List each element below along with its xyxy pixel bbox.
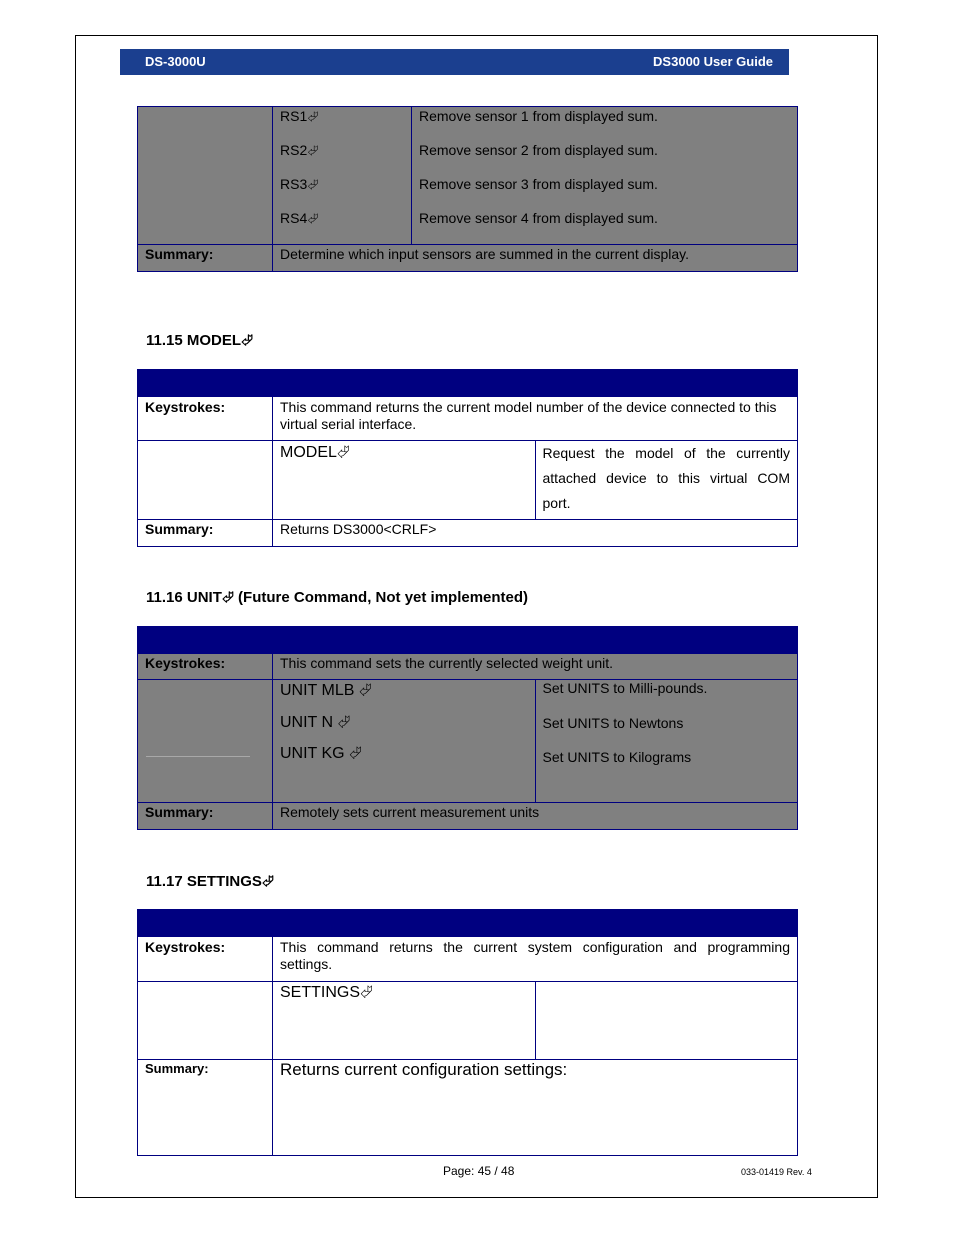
rs-keys: [273, 107, 412, 245]
unit-n-desc: Set UNITS to Newtons: [542, 715, 684, 731]
model-desc: Request the model of the currently attached device to this virtual COM port.: [535, 441, 798, 520]
settings-keystrokes-text: This command returns the current system configuration and programming settings.: [273, 937, 798, 982]
settings-keystrokes-label: Keystrokes:: [138, 937, 273, 982]
unit-descriptions: [535, 680, 798, 803]
rs3-desc: Remove sensor 3 from displayed sum.: [419, 176, 658, 192]
unit-keystrokes-label: Keystrokes:: [138, 654, 273, 680]
settings-key: SETTINGS⮰: [273, 982, 536, 1060]
rs4-desc: Remove sensor 4 from displayed sum.: [419, 210, 658, 226]
divider: [146, 756, 250, 757]
model-keystrokes-text: This command returns the current model number of the device connected to this virtual serial interface.: [273, 397, 798, 441]
unit-kg-key: UNIT KG ⮰: [280, 745, 362, 762]
rs2-desc: Remove sensor 2 from displayed sum.: [419, 142, 658, 158]
unit-keystrokes-text: This command sets the currently selected weight unit.: [273, 654, 798, 680]
settings-summary-label: Summary:: [138, 1060, 273, 1156]
unit-n-key: UNIT N ⮰: [280, 714, 351, 731]
section-title-unit: 11.16 UNIT⮰ (Future Command, Not yet implemented): [146, 589, 529, 606]
model-summary-label: Summary:: [138, 520, 273, 547]
model-command-table: [137, 369, 798, 547]
rs1-desc: Remove sensor 1 from displayed sum.: [419, 108, 658, 124]
model-key: MODEL⮰: [273, 441, 536, 520]
rs-command-table: [137, 106, 798, 272]
unit-mlb-desc: Set UNITS to Milli-pounds.: [542, 680, 708, 696]
rs-summary-label: Summary:: [138, 245, 273, 272]
rs1-key: RS1⮰: [280, 108, 319, 124]
rs2-key: RS2⮰: [280, 142, 319, 158]
rs-descriptions: [412, 107, 798, 245]
settings-command-table: [137, 909, 798, 1156]
unit-summary-label: Summary:: [138, 803, 273, 830]
settings-summary: Returns current configuration settings:: [273, 1060, 798, 1156]
unit-summary: Remotely sets current measurement units: [273, 803, 798, 830]
rs4-key: RS4⮰: [280, 210, 319, 226]
section-title-settings: 11.17 SETTINGS⮰: [146, 873, 274, 890]
section-title-model: 11.15 MODEL⮰: [146, 332, 254, 349]
page-header: [120, 49, 789, 75]
unit-command-table: [137, 626, 798, 830]
document-revision: 033-01419 Rev. 4: [741, 1167, 812, 1177]
unit-keys: [273, 680, 536, 803]
rs-summary: Determine which input sensors are summed in the current display.: [273, 245, 798, 272]
header-product: DS-3000U: [145, 54, 206, 69]
header-guide-title: DS3000 User Guide: [653, 54, 773, 69]
model-summary: Returns DS3000<CRLF>: [273, 520, 798, 547]
unit-mlb-key: UNIT MLB ⮰: [280, 682, 372, 699]
unit-kg-desc: Set UNITS to Kilograms: [542, 749, 692, 765]
page-number: Page: 45 / 48: [443, 1164, 515, 1178]
rs3-key: RS3⮰: [280, 176, 319, 192]
model-keystrokes-label: Keystrokes:: [138, 397, 273, 441]
